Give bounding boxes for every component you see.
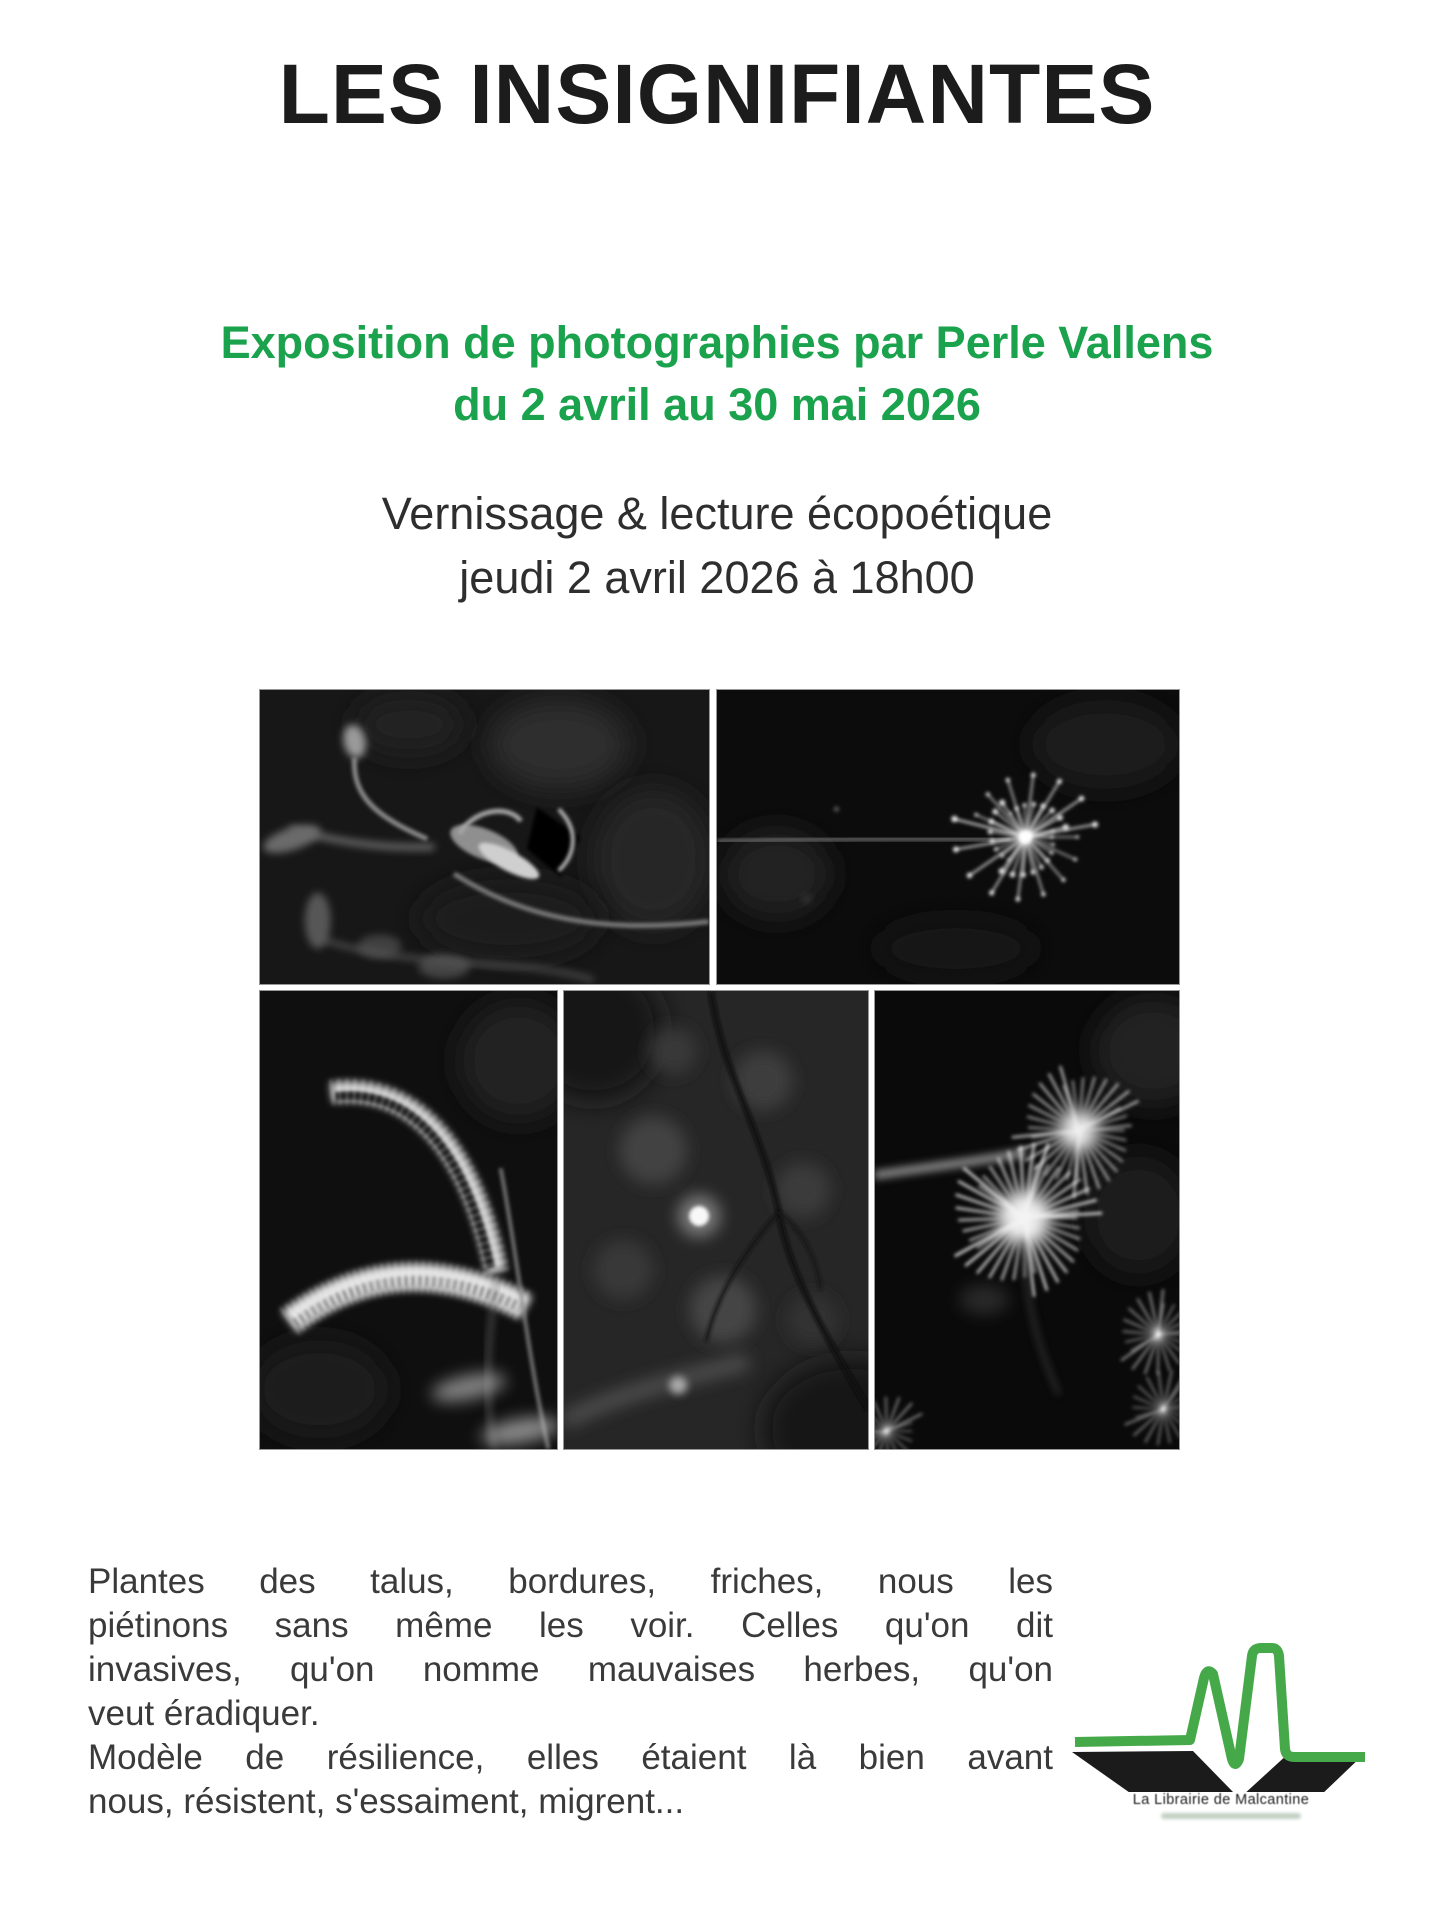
photo-foxtail-grass-image	[260, 991, 557, 1449]
logo-caption: La Librairie de Malcantine	[1132, 1792, 1310, 1808]
photo-blurred-plant-pods-image	[260, 690, 709, 984]
description	[88, 1560, 1053, 1824]
description-line: piétinons sans même les voir. Celles qu'on dit	[88, 1606, 1053, 1645]
vernissage-line-2: jeudi 2 avril 2026 à 18h00	[459, 552, 975, 603]
photo-foxtail-grass	[259, 990, 558, 1450]
description-line: veut éradiquer.	[88, 1694, 320, 1733]
photo-dandelion-seedheads-image	[875, 991, 1179, 1449]
photo-bokeh-stem-image	[564, 991, 868, 1449]
photo-umbel-flower	[716, 689, 1180, 985]
exhibition-heading	[0, 312, 1434, 436]
photo-grid	[259, 689, 1180, 1450]
bookshop-logo	[1066, 1612, 1376, 1827]
photo-blurred-plant-pods	[259, 689, 710, 985]
description-line: nous, résistent, s'essaiment, migrent...	[88, 1782, 685, 1821]
open-book-logo-icon	[1066, 1612, 1376, 1792]
description-line: Modèle de résilience, elles étaient là bien avant	[88, 1738, 1053, 1777]
photo-umbel-flower-image	[717, 690, 1179, 984]
photo-bokeh-stem	[563, 990, 869, 1450]
exhibition-line-2: du 2 avril au 30 mai 2026	[453, 379, 981, 430]
vernissage-info	[0, 482, 1434, 610]
photo-dandelion-seedheads	[874, 990, 1180, 1450]
vernissage-line-1: Vernissage & lecture écopoétique	[381, 488, 1053, 539]
description-line: Plantes des talus, bordures, friches, nous les	[88, 1562, 1053, 1601]
logo-left-book-cover	[1072, 1751, 1234, 1792]
exhibition-line-1: Exposition de photographies par Perle Vallens	[220, 317, 1214, 368]
logo-green-line	[1075, 1648, 1365, 1764]
page-title: LES INSIGNIFIANTES	[278, 47, 1156, 141]
logo-tagline	[1161, 1813, 1301, 1819]
description-line: invasives, qu'on nomme mauvaises herbes, qu'on	[88, 1650, 1053, 1689]
